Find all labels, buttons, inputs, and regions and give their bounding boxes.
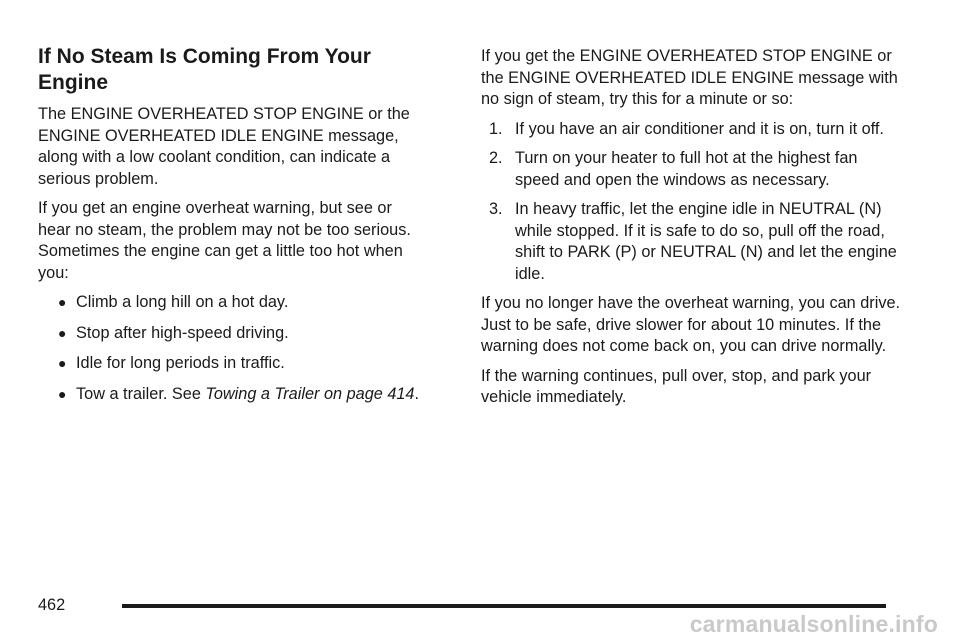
paragraph-intro: If you get the ENGINE OVERHEATED STOP ENGINE or the ENGINE OVERHEATED IDLE ENGINE message with no sign of steam, try this for a minute or so: [481,47,898,108]
list-item-text: Stop after high-speed driving. [76,323,289,342]
section-heading: If No Steam Is Coming From Your Engine [38,45,371,94]
watermark: carmanualsonline.info [689,611,938,637]
footer-divider [122,604,886,608]
list-item-suffix: . [414,384,420,403]
paragraph-warning-continues: If the warning continues, pull over, stop, and park your vehicle immediately. [481,366,872,406]
step-number: 2. [489,149,503,167]
bullet-icon: ● [58,355,67,371]
list-item [38,353,428,375]
list-item-text: Tow a trailer. See [76,384,206,403]
page-number: 462 [38,596,66,614]
bullet-icon: ● [58,324,67,341]
step-text: If you have an air conditioner and it is on, turn it off. [515,119,884,138]
step-item [481,199,901,285]
list-item [38,384,428,406]
left-column [38,44,428,414]
bullet-icon: ● [58,294,67,310]
step-item [481,119,901,141]
step-text: Turn on your heater to full hot at the highest fan speed and open the windows as necessary. [515,149,858,189]
paragraph-overheat-no-steam: If you get an engine overheat warning, but see or hear no steam, the problem may not be too serious. Sometimes the engine can get a little too hot when you: [38,199,411,282]
cross-reference-link[interactable]: Towing a Trailer on page 414 [205,384,415,403]
step-item [481,148,901,191]
list-item-text: Idle for long periods in traffic. [76,354,285,372]
step-number: 3. [489,200,503,218]
list-item-text: Climb a long hill on a hot day. [76,293,289,311]
causes-list [38,292,428,405]
paragraph-warning-message: The ENGINE OVERHEATED STOP ENGINE or the ENGINE OVERHEATED IDLE ENGINE message, along with a low coolant condition, can indicate a serious problem. [38,105,410,188]
paragraph-no-warning: If you no longer have the overheat warning, you can drive. Just to be safe, drive slower for about 10 minutes. If the warning does not come back on, you can drive normally. [481,294,901,355]
list-item [38,292,428,314]
steps-list [481,119,901,286]
list-item [38,323,428,345]
step-text: In heavy traffic, let the engine idle in NEUTRAL (N) while stopped. If it is safe to do so, pull off the road, shift to PARK (P) or NEUTRAL (N) and let the engine idle. [515,200,897,283]
right-column [481,46,901,417]
step-number: 1. [489,119,503,138]
bullet-icon: ● [58,385,67,402]
